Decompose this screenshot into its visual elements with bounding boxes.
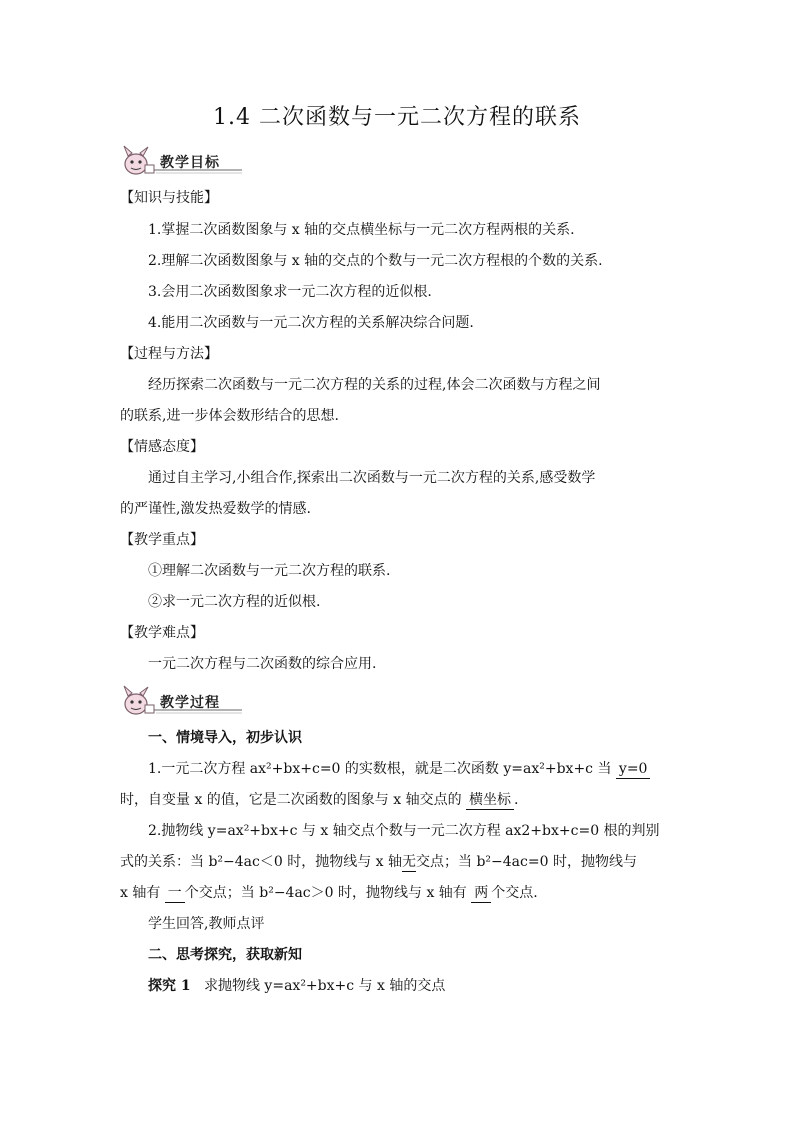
objective-item: 3.会用二次函数图象求一元二次方程的近似根. <box>148 284 432 300</box>
objective-item: 1.掌握二次函数图象与 x 轴的交点横坐标与一元二次方程两根的关系. <box>148 222 575 238</box>
section-badge-objectives <box>116 144 246 180</box>
question-line <box>120 852 680 872</box>
paragraph-line: 通过自主学习,小组合作,探索出二次函数与一元二次方程的关系,感受数学 <box>148 470 596 486</box>
answer-blank: y=0 <box>616 761 651 779</box>
question-line: 2.抛物线 y=ax²+bx+c 与 x 轴交点个数与一元二次方程 ax2+bx+c=0 根的判别 <box>148 823 660 839</box>
question-text: . <box>514 792 519 808</box>
answer-blank: 无 <box>402 854 417 870</box>
paragraph-line: 学生回答,教师点评 <box>148 916 265 932</box>
heading-teaching-difficulty: 【教学难点】 <box>120 625 204 641</box>
heading-process-methods: 【过程与方法】 <box>120 346 218 362</box>
question-line <box>120 883 680 903</box>
question-text: 1.一元二次方程 ax²+bx+c=0 的实数根，就是二次函数 y=ax²+bx+c 当 <box>148 761 616 777</box>
key-point-item: ②求一元二次方程的近似根. <box>148 594 321 610</box>
question-text: 交点；当 b²−4ac=0 时，抛物线与 <box>416 854 637 870</box>
section-badge-label: 教学目标 <box>160 155 220 171</box>
paragraph-line: 的联系,进一步体会数形结合的思想. <box>120 408 339 424</box>
difficulty-item: 一元二次方程与二次函数的综合应用. <box>148 656 377 672</box>
step-heading: 二、思考探究，获取新知 <box>148 947 302 963</box>
question-line <box>148 759 680 779</box>
heading-teaching-key: 【教学重点】 <box>120 532 204 548</box>
question-text: x 轴有 <box>120 885 165 901</box>
section-badge-label: 教学过程 <box>160 695 220 711</box>
paragraph-line: 经历探索二次函数与一元二次方程的关系的过程,体会二次函数与方程之间 <box>148 377 601 393</box>
heading-emotion-attitude: 【情感态度】 <box>120 439 204 455</box>
explore-line <box>148 976 680 996</box>
heading-knowledge-skills: 【知识与技能】 <box>120 190 218 206</box>
question-line <box>120 790 680 810</box>
explore-text: 求抛物线 y=ax²+bx+c 与 x 轴的交点 <box>203 978 446 994</box>
question-text: 式的关系：当 b²−4ac＜0 时，抛物线与 x 轴 <box>120 854 403 870</box>
step-heading: 一、情境导入，初步认识 <box>148 730 302 746</box>
key-point-item: ①理解二次函数与一元二次方程的联系. <box>148 563 391 579</box>
answer-blank: 一 <box>165 885 185 903</box>
objective-item: 2.理解二次函数图象与 x 轴的交点的个数与一元二次方程根的个数的关系. <box>148 253 603 269</box>
paragraph-line: 的严谨性,激发热爱数学的情感. <box>120 501 311 517</box>
explore-label: 探究 1 <box>148 978 191 994</box>
objective-item: 4.能用二次函数与一元二次方程的关系解决综合问题. <box>148 315 474 331</box>
document-title: 1.4 二次函数与一元二次方程的联系 <box>213 105 581 130</box>
question-text: 个交点. <box>491 885 538 901</box>
question-text: 时，自变量 x 的值，它是二次函数的图象与 x 轴交点的 <box>120 792 467 808</box>
question-text: 个交点；当 b²−4ac＞0 时，抛物线与 x 轴有 <box>184 885 472 901</box>
answer-blank: 横坐标 <box>466 792 514 810</box>
section-badge-process <box>116 684 246 720</box>
answer-blank: 两 <box>471 885 491 903</box>
